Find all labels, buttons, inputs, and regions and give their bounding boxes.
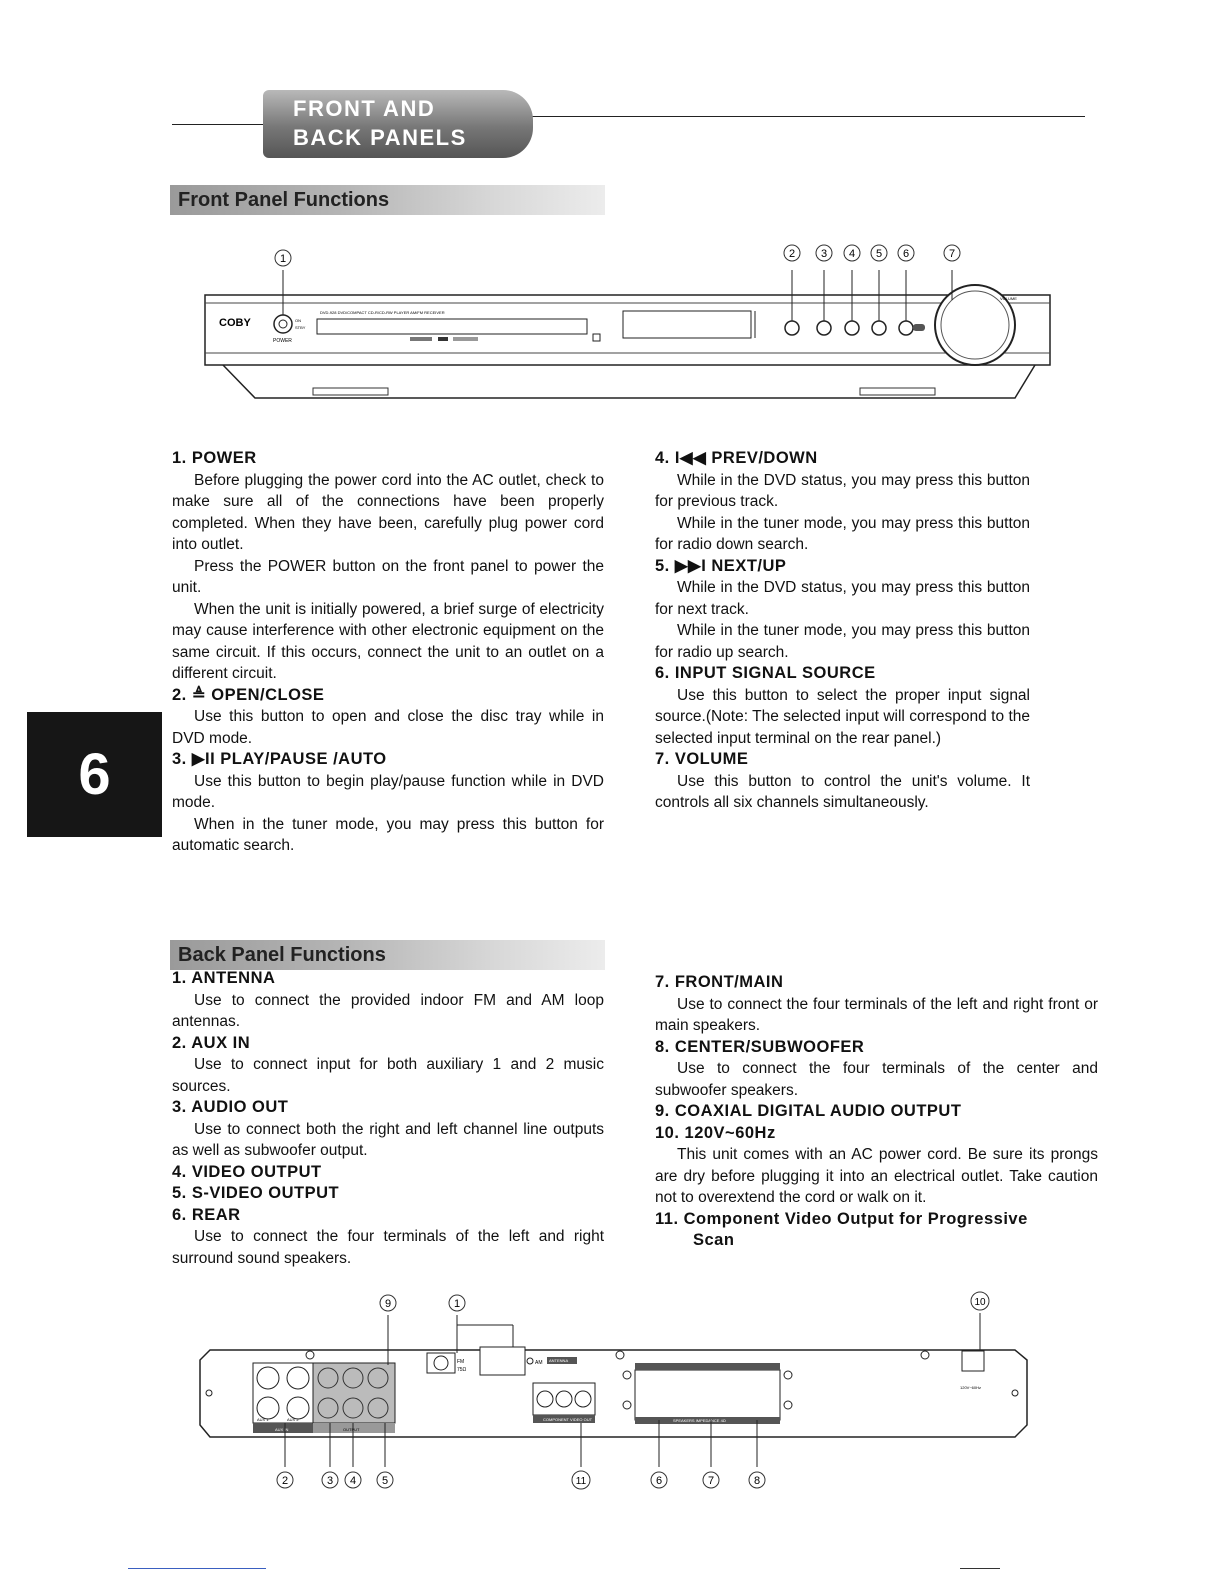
function-title: 1. POWER (172, 449, 257, 467)
back-callout-7: 7 (707, 1475, 715, 1487)
front-callout-2: 2 (788, 248, 796, 260)
function-description: When the unit is initially powered, a brief surge of electricity may cause interference with other electronic equipment on the same circuit. If this occurs, connect the unit to an outlet on a different circuit. (172, 600, 604, 682)
function-title: 3. AUDIO OUT (172, 1098, 289, 1116)
back-functions-column-1 (172, 968, 604, 1269)
footer-rule-1 (128, 1568, 266, 1569)
function-description: Use to connect both the right and left channel line outputs as well as subwoofer output. (172, 1120, 604, 1159)
svg-text:ANTENNA: ANTENNA (549, 1358, 569, 1363)
function-title: 2. ≜ OPEN/CLOSE (172, 685, 325, 704)
function-description: Use to connect the four terminals of the left and right front or main speakers. (655, 995, 1098, 1034)
function-title: Scan (693, 1231, 735, 1249)
next-button[interactable] (872, 321, 886, 335)
banner-line-1: FRONT AND (293, 96, 436, 121)
function-description: Use to connect input for both auxiliary 1 and 2 music sources. (172, 1056, 604, 1095)
function-description: Before plugging the power cord into the AC outlet, check to make sure all of the connections have been properly completed. When they have been, carefully plug power cord into outlet. (172, 471, 604, 553)
section-banner (263, 90, 533, 158)
back-callout-2: 2 (281, 1475, 289, 1487)
front-functions-column-1 (172, 448, 604, 857)
function-title: 3. ▶II PLAY/PAUSE /AUTO (172, 750, 387, 768)
front-callout-5: 5 (875, 248, 883, 260)
back-callout-1: 1 (453, 1298, 461, 1310)
am-antenna-terminal[interactable] (480, 1347, 525, 1375)
power-button[interactable] (274, 315, 292, 333)
speaker-terminals[interactable] (635, 1370, 780, 1420)
brand-logo: COBY (219, 317, 251, 329)
header-rule-right (530, 116, 1085, 117)
back-callout-8: 8 (753, 1475, 761, 1487)
function-description: Press the POWER button on the front panel to power the unit. (172, 557, 604, 596)
banner-line-2: BACK PANELS (293, 125, 467, 150)
function-description: Use this button to control the unit's volume. It controls all six channels simultaneously. (655, 772, 1030, 811)
back-callout-11: 11 (575, 1476, 587, 1487)
function-title: 6. INPUT SIGNAL SOURCE (655, 664, 876, 682)
function-title: 6. REAR (172, 1205, 241, 1224)
function-description: This unit comes with an AC power cord. Be sure its prongs are dry before plugging it into an electrical outlet. Take caution not to overextend the cord or walk on it. (655, 1146, 1098, 1206)
back-callout-6: 6 (655, 1475, 663, 1487)
page-number-tab: 6 (27, 712, 162, 837)
function-title: 8. CENTER/SUBWOOFER (655, 1037, 865, 1056)
display-window (623, 311, 751, 338)
back-callout-4: 4 (349, 1475, 357, 1487)
front-panel-heading: Front Panel Functions (170, 185, 605, 215)
disc-tray[interactable] (317, 319, 587, 334)
svg-text:120V~60Hz: 120V~60Hz (960, 1385, 982, 1390)
svg-text:AUX IN: AUX IN (275, 1427, 289, 1432)
footer-rule-2 (960, 1568, 1000, 1569)
front-callouts (275, 245, 960, 266)
svg-text:FM: FM (457, 1359, 465, 1365)
function-description: While in the DVD status, you may press this button for previous track. (655, 471, 1030, 510)
function-title: 9. COAXIAL DIGITAL AUDIO OUTPUT (655, 1102, 962, 1120)
volume-label: VOLUME (1000, 296, 1017, 301)
svg-text:AM: AM (535, 1360, 543, 1366)
function-description: Use to connect the four terminals of the left and right surround sound speakers. (172, 1228, 604, 1267)
function-description: While in the tuner mode, you may press this button for radio down search. (655, 514, 1030, 553)
ac-power-cord (962, 1351, 984, 1371)
svg-text:SPEAKERS IMPEDANCE 4Ω: SPEAKERS IMPEDANCE 4Ω (673, 1418, 726, 1423)
back-callout-3: 3 (326, 1475, 334, 1487)
back-panel-heading: Back Panel Functions (170, 940, 605, 970)
model-text: DVD-928 DVD/COMPACT CD-R/CD-RW PLAYER AM/FM RECEIVER (320, 310, 445, 315)
back-panel-diagram (195, 1285, 1040, 1495)
function-title: 7. VOLUME (655, 750, 749, 768)
svg-text:COMPONENT VIDEO OUT: COMPONENT VIDEO OUT (543, 1417, 593, 1422)
function-title: 1. ANTENNA (172, 969, 276, 987)
play-pause-button[interactable] (817, 321, 831, 335)
front-callout-7: 7 (948, 248, 956, 260)
svg-text:STBY: STBY (295, 325, 306, 330)
front-callout-1: 1 (279, 253, 287, 265)
function-description: While in the DVD status, you may press this button for next track. (655, 579, 1030, 618)
function-description: Use to connect the four terminals of the center and subwoofer speakers. (655, 1060, 1098, 1099)
open-close-button[interactable] (785, 321, 799, 335)
svg-text:75Ω: 75Ω (457, 1367, 467, 1373)
function-description: While in the tuner mode, you may press this button for radio up search. (655, 622, 1030, 661)
front-callout-6: 6 (902, 248, 910, 260)
function-title: 2. AUX IN (172, 1033, 251, 1052)
function-title: 5. S-VIDEO OUTPUT (172, 1184, 340, 1202)
audio-video-output-jacks[interactable] (313, 1363, 395, 1423)
front-functions-column-2 (655, 448, 1030, 814)
svg-text:AUX 1: AUX 1 (257, 1417, 269, 1422)
function-title: 10. 120V~60Hz (655, 1123, 776, 1142)
header-rule-left (172, 124, 267, 125)
svg-text:OUTPUT: OUTPUT (343, 1427, 360, 1432)
function-description: Use this button to select the proper input signal source.(Note: The selected input will correspond to the selected input terminal on the rear panel.) (655, 686, 1030, 747)
function-description: Use to connect the provided indoor FM and AM loop antennas. (172, 991, 604, 1030)
component-video-jacks[interactable] (533, 1383, 595, 1415)
back-callout-10: 10 (974, 1297, 986, 1308)
function-title: 4. VIDEO OUTPUT (172, 1162, 322, 1181)
front-callout-4: 4 (848, 248, 856, 260)
svg-text:ON: ON (295, 318, 301, 323)
function-description: Use this button to begin play/pause function while in DVD mode. (172, 772, 604, 811)
front-panel-diagram (195, 240, 1055, 410)
back-callout-9: 9 (384, 1298, 392, 1310)
power-label: POWER (273, 338, 292, 344)
prev-button[interactable] (845, 321, 859, 335)
function-description: When in the tuner mode, you may press this button for automatic search. (172, 815, 604, 854)
back-callout-5: 5 (381, 1475, 389, 1487)
function-description: Use this button to open and close the disc tray while in DVD mode. (172, 708, 604, 747)
function-title: 5. ▶▶I NEXT/UP (655, 556, 787, 575)
svg-text:AUX 2: AUX 2 (287, 1417, 299, 1422)
back-functions-column-2 (655, 972, 1098, 1252)
function-title: 11. Component Video Output for Progressive (655, 1209, 1028, 1228)
input-button[interactable] (899, 321, 913, 335)
function-title: 7. FRONT/MAIN (655, 973, 784, 991)
aux-in-jacks[interactable] (253, 1363, 313, 1423)
function-title: 4. I◀◀ PREV/DOWN (655, 449, 818, 467)
front-callout-3: 3 (820, 248, 828, 260)
